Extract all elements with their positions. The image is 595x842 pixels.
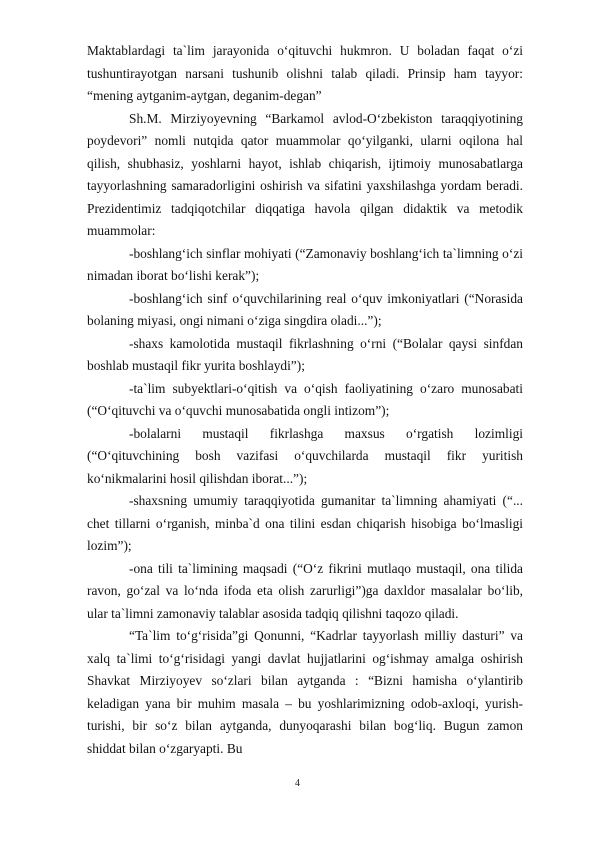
paragraph-10: “Ta`lim to‘g‘risida”gi Qonunni, “Kadrlar tayyorlash milliy dasturi” va xalq ta`limi to‘g‘risidagi yangi davlat hujjatlarini og‘ishmay amalga oshirish Shavkat Mirziyoyev so‘zlari bilan aytganda : “Bizni hamisha o‘ylantirib keladigan yana bir muhim masala – bu yoshlarimizning odob-axloqi, yurish-turishi, bir so‘z bilan aytganda, dunyoqarashi bilan bog‘liq. Bugun zamon shiddat bilan o‘zgaryapti. Bu xyxy=(87,628,523,756)
paragraph-7: -bolalarni mustaqil fikrlashga maxsus o‘rgatish lozimligi (“O‘qituvchining bosh vazifasi o‘quvchilarda mustaqil fikr yuritish ko‘nikmalarini hosil qilishdan iborat...”); xyxy=(87,425,523,486)
paragraph-6: -ta`lim subyektlari-o‘qitish va o‘qish faoliyatining o‘zaro munosabati (“O‘qituvchi va o‘quvchi munosabatida ongli intizom”); xyxy=(87,380,523,418)
paragraph-3: -boshlang‘ich sinflar mohiyati (“Zamonaviy boshlang‘ich ta`limning o‘zi nimadan iborat bo‘lishi kerak”); xyxy=(87,245,523,283)
page-number: 4 xyxy=(295,778,300,789)
paragraph-4: -boshlang‘ich sinf o‘quvchilarining real o‘quv imkoniyatlari (“Norasida bolaning miyasi, ongi nimani o‘ziga singdira oladi...”); xyxy=(87,290,523,328)
document-body xyxy=(87,40,523,760)
paragraph-2: Sh.M. Mirziyoyevning “Barkamol avlod-O‘zbekiston taraqqiyotining poydevori” nomli nutqida qator muammolar qo‘yilganki, ularni oqilona hal qilish, shubhasiz, yoshlarni hayot, ishlab chiqarish, ijtimoiy munosabatlarga tayyorlashning samaradorligini oshirish va sifatini yaxshilashga yordam beradi. Prezidentimiz tadqiqotchilar diqqatiga havola qilgan didaktik va metodik muammolar: xyxy=(87,110,523,238)
paragraph-9: -ona tili ta`limining maqsadi (“O‘z fikrini mutlaqo mustaqil, ona tilida ravon, go‘zal va lo‘nda ifoda eta olish zarurligi”)ga daxldor masalalar bo‘lib, ular ta`limni zamonaviy talablar asosida tadqiq qilishni taqozo qiladi. xyxy=(87,560,523,621)
paragraph-8: -shaxsning umumiy taraqqiyotida gumanitar ta`limning ahamiyati (“... chet tillarni o‘rganish, minba`d ona tilini esdan chiqarish hisobiga bo‘lmasligi lozim”); xyxy=(87,493,523,553)
paragraph-1: Maktablardagi ta`lim jarayonida o‘qituvchi hukmron. U boladan faqat o‘zi tushuntirayotgan narsani tushunib olishni talab qiladi. Prinsip ham tayyor: “mening aytganim-aytgan, deganim-degan” xyxy=(87,43,523,103)
paragraph-5: -shaxs kamolotida mustaqil fikrlashning o‘rni (“Bolalar qaysi sinfdan boshlab mustaqil fikr yurita boshlaydi”); xyxy=(87,335,523,373)
